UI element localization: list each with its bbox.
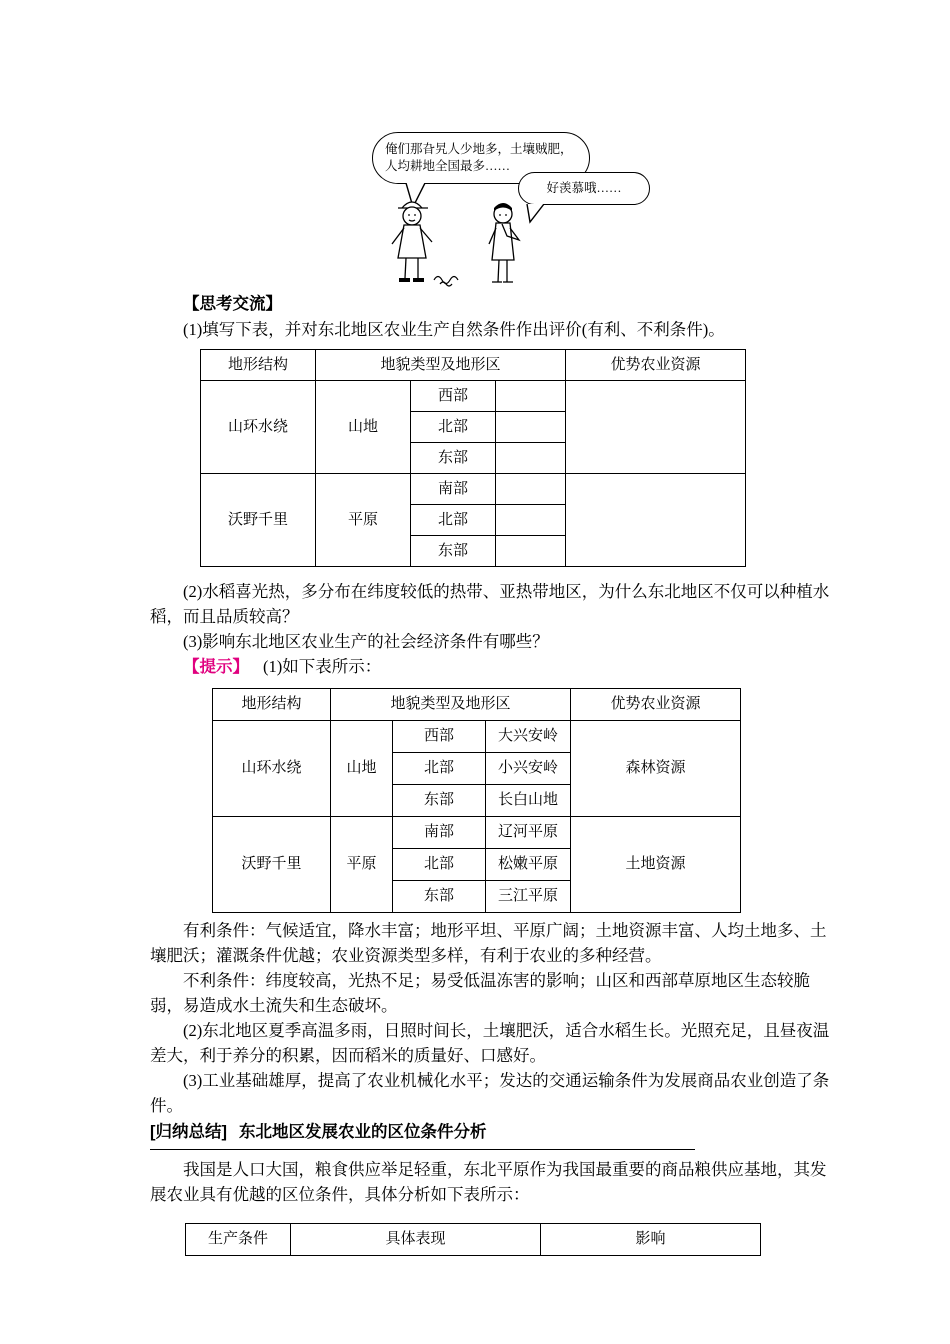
production-conditions-table (185, 1223, 761, 1256)
header-cell: 优势农业资源 (566, 350, 746, 381)
structure-cell: 沃野千里 (201, 474, 316, 567)
area-cell (496, 381, 566, 412)
part-cell: 西部 (411, 381, 496, 412)
favorable-conditions-paragraph: 有利条件：气候适宜，降水丰富；地形平坦、平原广阔；土地资源丰富、人均土地多、土壤肥沃；灌溉条件优越；农业资源类型多样，有利于农业的多种经营。 (150, 921, 827, 965)
header-cell: 地形结构 (213, 689, 331, 721)
header-cell: 地貌类型及地形区 (316, 350, 566, 381)
discussion-heading: 【思考交流】 (183, 295, 282, 313)
header-cell: 地形结构 (201, 350, 316, 381)
part-cell: 南部 (393, 817, 486, 849)
resource-cell (566, 474, 746, 567)
resource-cell: 土地资源 (571, 817, 741, 913)
area-cell: 辽河平原 (486, 817, 571, 849)
header-cell: 生产条件 (186, 1224, 291, 1256)
table-header-row (213, 689, 741, 721)
hint-intro: (1)如下表所示： (263, 657, 382, 676)
area-cell: 长白山地 (486, 785, 571, 817)
header-cell: 影响 (541, 1224, 761, 1256)
area-cell (496, 443, 566, 474)
ground-squiggle (434, 277, 458, 287)
table-header-row (201, 350, 746, 381)
area-cell: 三江平原 (486, 881, 571, 913)
part-cell: 北部 (393, 849, 486, 881)
farmer-figure (392, 202, 432, 282)
area-cell (496, 505, 566, 536)
unfavorable-conditions-paragraph: 不利条件：纬度较高，光热不足；易受低温冻害的影响；山区和西部草原地区生态较脆弱，易造成水土流失和生态破坏。 (150, 971, 810, 1015)
part-cell: 北部 (393, 753, 486, 785)
area-cell: 小兴安岭 (486, 753, 571, 785)
table-row (213, 721, 741, 753)
resource-cell: 森林资源 (571, 721, 741, 817)
table-row (201, 474, 746, 505)
table-row (201, 381, 746, 412)
summary-title: 东北地区发展农业的区位条件分析 (239, 1123, 487, 1141)
table-row (213, 817, 741, 849)
landform-type-cell: 平原 (331, 817, 393, 913)
hint-label: 【提示】 (183, 658, 249, 676)
part-cell: 西部 (393, 721, 486, 753)
part-cell: 东部 (411, 443, 496, 474)
question-3: (3)影响东北地区农业生产的社会经济条件有哪些？ (183, 632, 549, 651)
question-2: (2)水稻喜光热，多分布在纬度较低的热带、亚热带地区，为什么东北地区不仅可以种植水稻，而且品质较高？ (150, 582, 830, 626)
answer-3-paragraph: (3)工业基础雄厚，提高了农业机械化水平；发达的交通运输条件为发展商品农业创造了条件。 (150, 1071, 830, 1115)
header-cell: 优势农业资源 (571, 689, 741, 721)
summary-paragraph: 我国是人口大国，粮食供应举足轻重，东北平原作为我国最重要的商品粮供应基地，其发展农业具有优越的区位条件，具体分析如下表所示： (150, 1160, 827, 1204)
blank-landform-table (200, 349, 746, 567)
answer-2-paragraph: (2)东北地区夏季高温多雨，日照时间长，土壤肥沃，适合水稻生长。光照充足，且昼夜温差大，利于养分的积累，因而稻米的质量好、口感好。 (150, 1021, 830, 1065)
header-cell: 具体表现 (291, 1224, 541, 1256)
answer-landform-table (212, 688, 741, 913)
area-cell (496, 474, 566, 505)
question-1: (1)填写下表，并对东北地区农业生产自然条件作出评价(有利、不利条件)。 (183, 320, 725, 339)
listener-figure (489, 203, 519, 282)
area-cell (496, 412, 566, 443)
part-cell: 东部 (393, 881, 486, 913)
part-cell: 东部 (411, 536, 496, 567)
part-cell: 北部 (411, 505, 496, 536)
part-cell: 东部 (393, 785, 486, 817)
speech-bubble-listener: 好羡慕哦…… (518, 172, 650, 205)
area-cell (496, 536, 566, 567)
summary-label: [归纳总结] (150, 1123, 227, 1141)
landform-type-cell: 山地 (331, 721, 393, 817)
cartoon-figures (378, 194, 548, 292)
header-cell: 地貌类型及地形区 (331, 689, 571, 721)
structure-cell: 山环水绕 (201, 381, 316, 474)
landform-type-cell: 山地 (316, 381, 411, 474)
part-cell: 南部 (411, 474, 496, 505)
structure-cell: 沃野千里 (213, 817, 331, 913)
hint-line (150, 654, 830, 680)
resource-cell (566, 381, 746, 474)
area-cell: 大兴安岭 (486, 721, 571, 753)
document-body (0, 292, 950, 1256)
cartoon-illustration (0, 130, 950, 292)
area-cell: 松嫩平原 (486, 849, 571, 881)
landform-type-cell: 平原 (316, 474, 411, 567)
summary-heading (150, 1120, 695, 1150)
speech-bubble-farmer: 俺们那旮旯人少地多，土壤贼肥，人均耕地全国最多…… (372, 132, 590, 184)
table-header-row (186, 1224, 761, 1256)
structure-cell: 山环水绕 (213, 721, 331, 817)
part-cell: 北部 (411, 412, 496, 443)
